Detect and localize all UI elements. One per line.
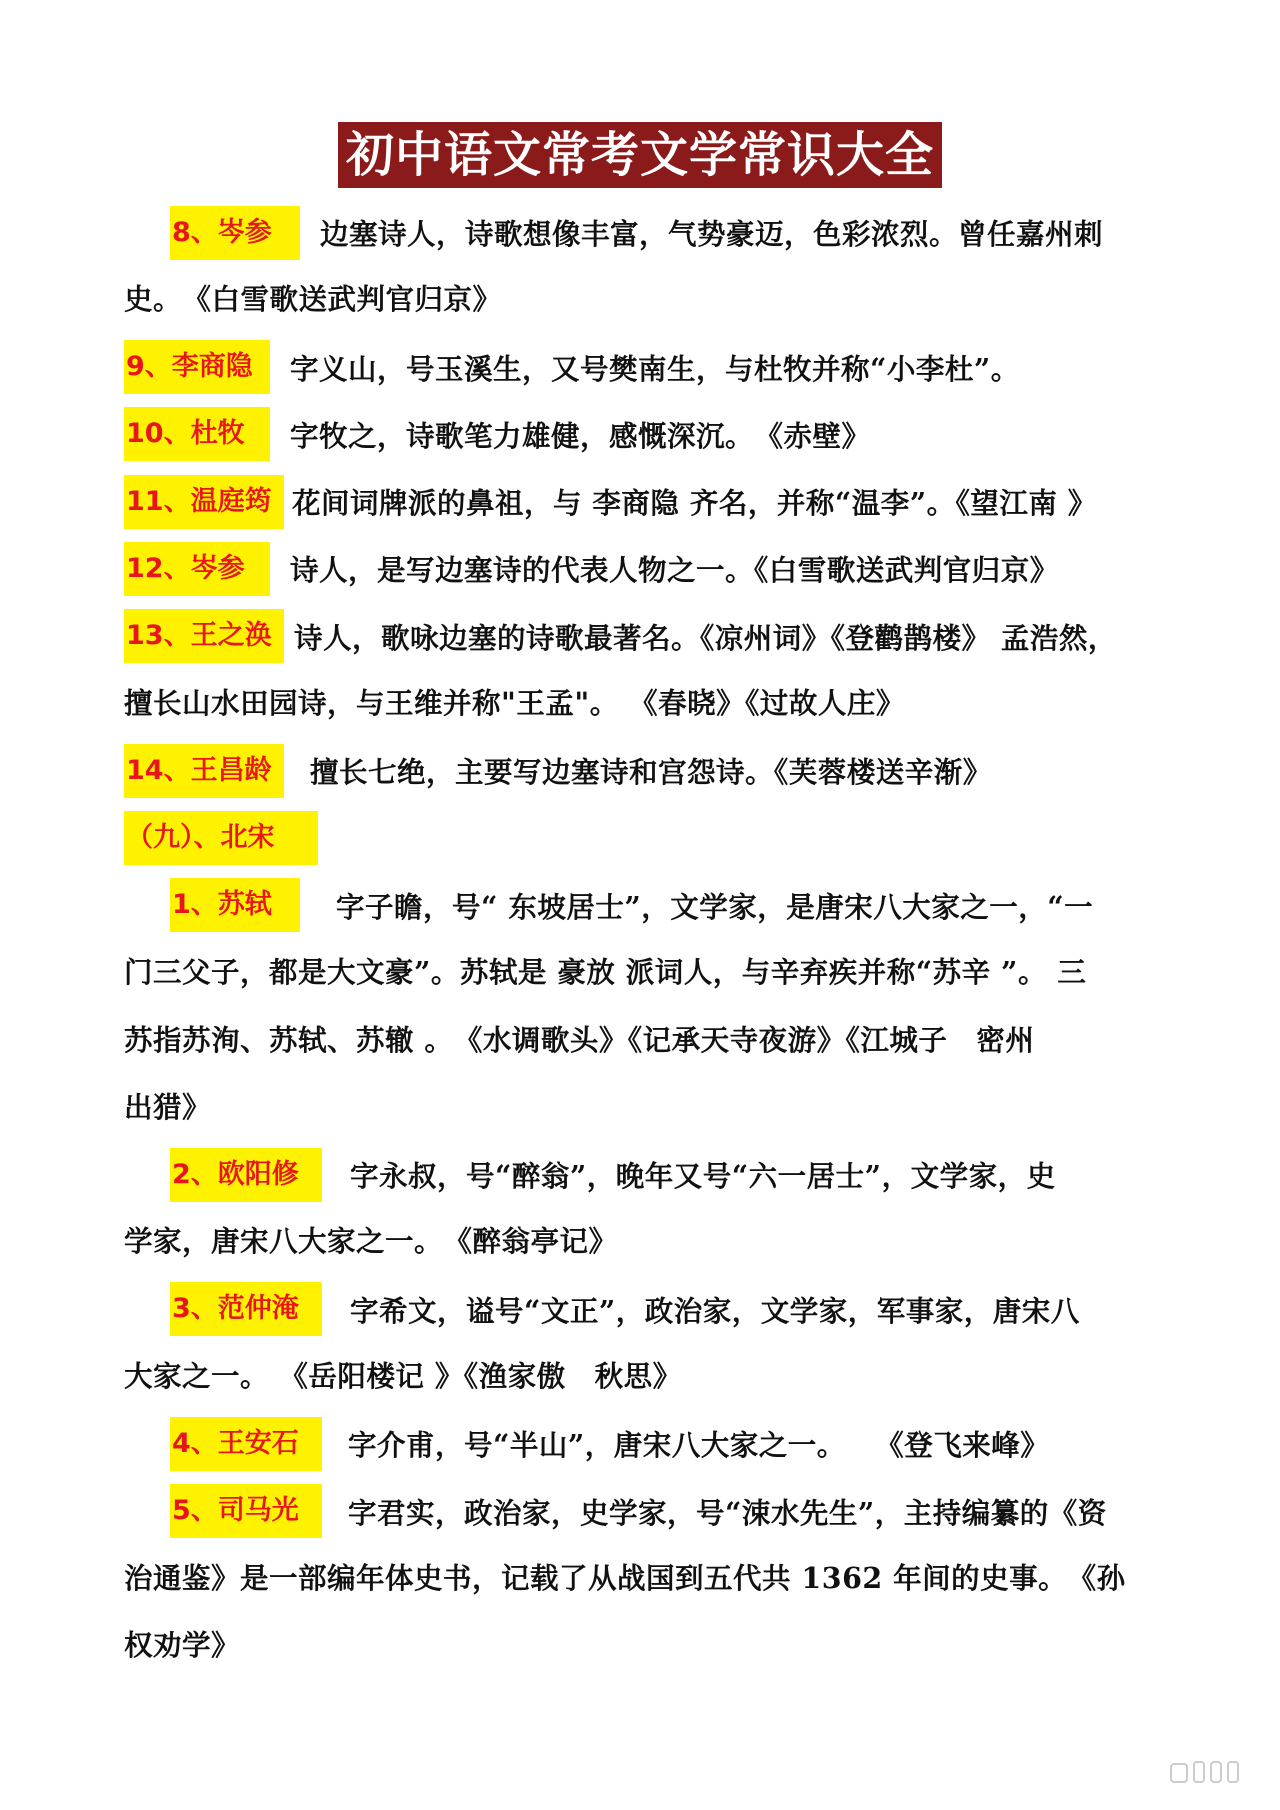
entry-text: 字永叔，号“醉翁”，晚年又号“六一居士”，文学家，史 (350, 1159, 1056, 1193)
entry-text: 花间词牌派的鼻祖，与 李商隐 齐名，并称“温李”。《望江南 》 (292, 486, 1097, 521)
entry-line (124, 401, 1164, 468)
entry-continuation: 治通鉴》是一部编年体史书，记载了从战国到五代共 1362 年间的史事。 《孙 (124, 1560, 1126, 1595)
entry-tag: 11、温庭筠 (124, 475, 284, 529)
entry-text: 字介甫，号“半山”，唐宋八大家之一。 《登飞来峰》 (348, 1428, 1050, 1463)
entry-line (124, 603, 1164, 670)
entry-continuation: 史。 《白雪歌送武判官归京》 (124, 282, 502, 317)
entry-text: 字希文，谥号“文正”，政治家，文学家，军事家，唐宋八 (350, 1293, 1080, 1328)
entry-continuation: 门三父子，都是大文豪”。苏轼是 豪放 派词人，与辛弃疾并称“苏辛 ”。 三 (124, 955, 1087, 990)
entry-text: 擅长七绝，主要写边塞诗和宫怨诗。《芙蓉楼送辛渐》 (310, 755, 992, 790)
entry-tag: 9、李商隐 (124, 340, 270, 394)
entry-tag: 2、欧阳修 (170, 1148, 322, 1202)
entry-continuation: 大家之一。 《岳阳楼记 》《渔家傲 秋思》 (124, 1359, 682, 1394)
entry-tag: 10、杜牧 (124, 407, 270, 461)
entry-tag: 5、司马光 (170, 1484, 322, 1538)
section-heading (124, 805, 1164, 872)
entry-tag: 12、岑参 (124, 542, 270, 596)
entry-line (124, 334, 1164, 401)
image-count-icon (1170, 1763, 1250, 1783)
entry-line (124, 535, 1164, 602)
entry-continuation: 权劝学》 (124, 1628, 241, 1663)
content-body (124, 199, 1164, 1680)
entry-tag: 8、岑参 (170, 206, 300, 260)
entry-continuation: 出猎》 (124, 1089, 212, 1124)
entry-tag: 1、苏轼 (170, 878, 300, 932)
entry-text: 边塞诗人，诗歌想像丰富，气势豪迈，色彩浓烈。曾任嘉州刺 (320, 216, 1104, 251)
title-banner (0, 122, 1280, 188)
entry-continuation: 学家，唐宋八大家之一。 《醉翁亭记》 (124, 1224, 618, 1259)
entry-line (124, 468, 1164, 535)
entry-line (124, 872, 1164, 939)
entry-line (124, 1276, 1164, 1343)
entry-line (124, 1478, 1164, 1545)
entry-text: 诗人，歌咏边塞的诗歌最著名。《凉州词》《登鹳鹊楼》 孟浩然， (294, 620, 1117, 655)
entry-line (124, 737, 1164, 804)
entry-line (124, 199, 1164, 266)
entry-line (124, 1410, 1164, 1477)
page-title: 初中语文常考文学常识大全 (338, 122, 942, 188)
entry-tag: 13、王之涣 (124, 609, 284, 663)
entry-text: 字子瞻，号“ 东坡居士”，文学家，是唐宋八大家之一，“一 (336, 889, 1094, 924)
section-tag: （九）、北宋 (124, 811, 318, 865)
entry-tag: 14、王昌龄 (124, 744, 284, 798)
entry-text: 字牧之，诗歌笔力雄健，感慨深沉。 《赤壁》 (290, 418, 871, 453)
entry-tag: 4、王安石 (170, 1417, 322, 1471)
entry-text: 诗人，是写边塞诗的代表人物之一。《白雪歌送武判官归京》 (290, 553, 1059, 588)
entry-continuation: 擅长山水田园诗，与王维并称"王孟"。 《春晓》《过故人庄》 (124, 686, 905, 721)
entry-text: 字义山，号玉溪生，又号樊南生，与杜牧并称“小李杜”。 (290, 351, 1020, 386)
entry-line (124, 1141, 1164, 1208)
entry-tag: 3、范仲淹 (170, 1282, 322, 1336)
entry-text: 字君实，政治家，史学家，号“涑水先生”，主持编纂的《资 (348, 1495, 1107, 1530)
entry-continuation: 苏指苏洵、苏轼、苏辙 。 《水调歌头》《记承天寺夜游》《江城子 密州 (124, 1022, 1035, 1057)
